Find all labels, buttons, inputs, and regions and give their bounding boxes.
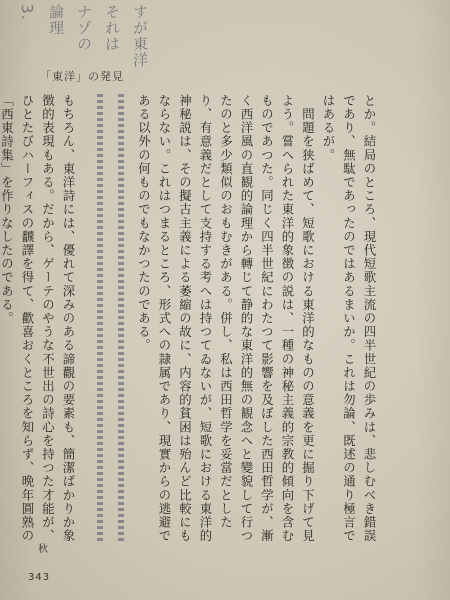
trailing-character: 秋: [38, 544, 48, 555]
handnote-line: 3.: [18, 3, 36, 21]
handnote-line: それは: [103, 3, 121, 53]
running-header: 「東洋」の発見: [40, 70, 124, 83]
handwritten-annotation: [8, 4, 158, 74]
paragraph: とか。結局のところ、現代短歌主流の四半世紀の歩みは、悲しむべき錯誤であり、無駄であったのではあるまいか。これは勿論、既述の通り極言ではあるが。 問題を狭ばめて、短歌における東洋的なものの意義を更に掘り下げて見よう。嘗へられた東洋的象徴の説は、一種の神秘主義的宗教的傾向を含むものであつた。同じく四半世紀にわたつて影響を及ぼした西田哲学が、漸く西洋風の直観的論理から轉じて静的な東洋的無の観念へと變貌して行つたのと多少類似のおもむきがある。併し、私は西田哲学を妥當だとしたり、有意義だとして支持する考へは持つてゐないが、短歌における東洋的神秘説は、その擬古主義による萎縮の故に、内容的貧困は殆んど比較にもならない。これはつまるところ、形式への隷属であり、現實からの逃避である以外の何ものでもなかつたのである。: [136, 94, 377, 543]
paragraph: もちろん、東洋詩には、優れて深みのある諦觀の要素も、簡潔ばかりか象徴的表現もある。だから、ゲーテのやうな不世出の詩心を持つた才能が、ひとたびハーフィスの飜譯を得て、歡喜おくところを知らず、晩年圓熟の「西東詩集」を作りなしたのである。: [0, 94, 76, 543]
wavy-underline-mark: [118, 94, 124, 544]
handnote-line: ナゾの: [75, 3, 93, 53]
handnote-line: 論理: [47, 3, 65, 37]
page-number: 343: [28, 572, 51, 583]
handnote-line: すが東洋: [131, 3, 149, 69]
body-text: [0, 94, 420, 550]
wavy-underline-mark: [97, 94, 103, 544]
